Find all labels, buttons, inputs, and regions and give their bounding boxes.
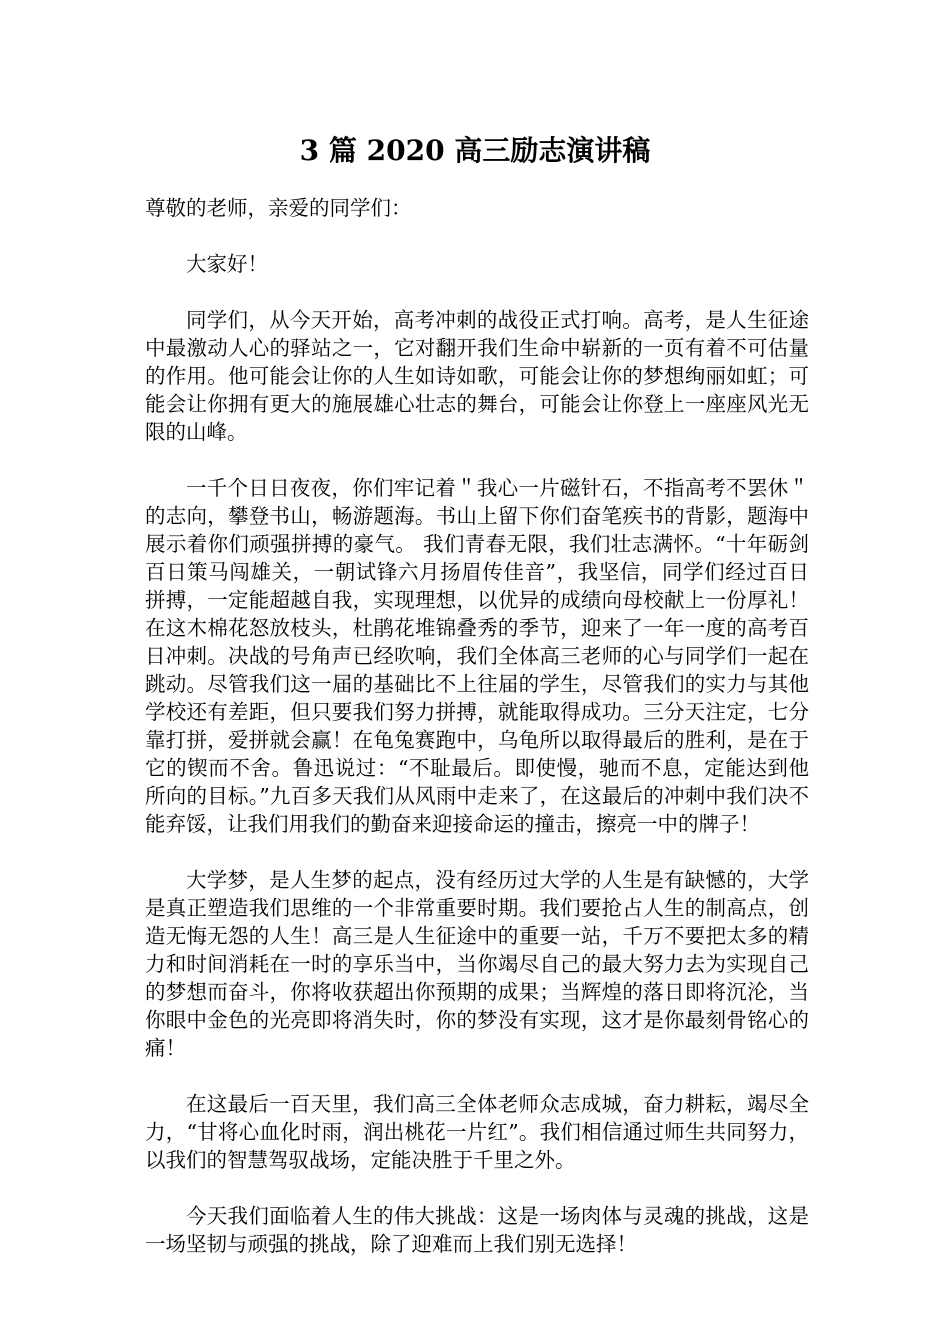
paragraph: 在这最后一百天里，我们高三全体老师众志成城，奋力耕耘，竭尽全力，“甘将心血化时雨，润出桃花一片红”。我们相信通过师生共同努力，以我们的智慧驾驭战场，定能决胜于千里之外。: [145, 1092, 809, 1172]
paragraph: 今天我们面临着人生的伟大挑战：这是一场肉体与灵魂的挑战，这是一场坚韧与顽强的挑战，除了迎难而上我们别无选择！: [145, 1204, 809, 1256]
salutation: 尊敬的老师，亲爱的同学们：: [145, 196, 412, 220]
paragraph: 大学梦，是人生梦的起点，没有经历过大学的人生是有缺憾的，大学是真正塑造我们思维的一个非常重要时期。我们要抢占人生的制高点，创造无悔无怨的人生！高三是人生征途中的重要一站，千万不要把太多的精力和时间消耗在一时的享乐当中，当你竭尽自己的最大努力去为实现自己的梦想而奋斗，你将收获超出你预期的成果；当辉煌的落日即将沉沦，当你眼中金色的光亮即将消失时，你的梦没有实现，这才是你最刻骨铭心的痛！: [145, 868, 809, 1060]
document-title: 3 篇 2020 高三励志演讲稿: [299, 134, 651, 167]
paragraph: 一千个日日夜夜，你们牢记着＂我心一片磁针石，不指高考不罢休＂的志向，攀登书山，畅游题海。书山上留下你们奋笔疾书的背影，题海中展示着你们顽强拼搏的豪气。 我们青春无限，我们壮志满怀。“十年砺剑百日策马闯雄关，一朝试锋六月扬眉传佳音”，我坚信，同学们经过百日拼搏，一定能超越自我，实现理想，以优异的成绩向母校献上一份厚礼！在这木棉花怒放枝头，杜鹃花堆锦叠秀的季节，迎来了一年一度的高考百日冲刺。决战的号角声已经吹响，我们全体高三老师的心与同学们一起在跳动。尽管我们这一届的基础比不上往届的学生，尽管我们的实力与其他学校还有差距，但只要我们努力拼搏，就能取得成功。三分天注定，七分靠打拼，爱拼就会赢！在龟兔赛跑中，乌龟所以取得最后的胜利，是在于它的锲而不舍。鲁迅说过：“不耻最后。即使慢，驰而不息，定能达到他所向的目标。”九百多天我们从风雨中走来了，在这最后的冲刺中我们决不能弃馁，让我们用我们的勤奋来迎接命运的撞击，擦亮一中的牌子！: [145, 476, 809, 836]
paragraph-greeting: 大家好！: [186, 252, 268, 276]
document-body: [145, 194, 809, 1286]
paragraph: 同学们，从今天开始，高考冲刺的战役正式打响。高考，是人生征途中最激动人心的驿站之一，它对翻开我们生命中崭新的一页有着不可估量的作用。他可能会让你的人生如诗如歌，可能会让你的梦想绚丽如虹；可能会让你拥有更大的施展雄心壮志的舞台，可能会让你登上一座座风光无限的山峰。: [145, 308, 809, 444]
